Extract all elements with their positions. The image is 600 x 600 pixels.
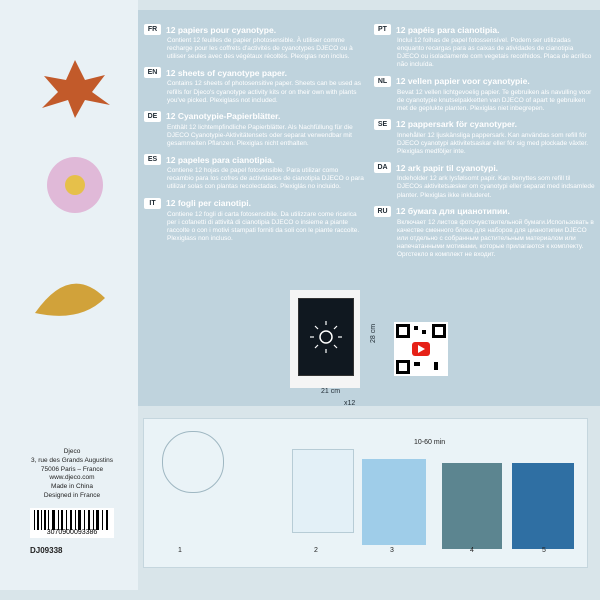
multilingual-panel <box>138 10 600 406</box>
language-title: 12 fogli per cianotipi. <box>166 198 252 208</box>
width-label: 21 cm <box>321 388 341 395</box>
language-header <box>374 76 596 87</box>
hand-icon <box>162 431 224 493</box>
language-badge: RU <box>374 206 391 217</box>
language-title: 12 pappersark för cyanotyper. <box>396 119 517 130</box>
language-block <box>144 24 366 61</box>
language-badge: SE <box>374 119 391 130</box>
sun-icon <box>299 299 353 375</box>
language-block <box>144 198 366 244</box>
language-header <box>374 24 596 35</box>
language-title: 12 papeles para cianotipia. <box>166 154 275 165</box>
language-block <box>374 76 596 113</box>
language-body: Indeholder 12 ark lysfølsomt papir. Kan benyttes som refill til DJECOs aktivitetsæsker om cyanotypi eller separat med indsamlede planter. Plexiglas ikke inkluderet. <box>397 175 595 199</box>
language-body: Contiene 12 fogli di carta fotosensibile. Da utilizzare come ricarica per i cofanetti di attività di cianotipia DJECO o insieme a piante raccolte o con i motivi stampati forniti da soli con le piante raccolte. Plexiglass non incluso. <box>167 210 360 242</box>
language-header <box>144 67 366 78</box>
language-badge: PT <box>374 24 391 35</box>
language-badge: IT <box>144 198 161 209</box>
step-2-label: 2 <box>314 547 318 554</box>
language-body: Contiene 12 hojas de papel fotosensible. Para utilizar como recambio para los cofres de actividades de cianotipia DJECO o para utilizar solas con plantas recolectadas. Plexiglás no incluido. <box>167 167 364 191</box>
language-badge: ES <box>144 154 161 165</box>
address-line: 75006 Paris – France <box>40 465 104 473</box>
address-line: Designed in France <box>43 491 101 499</box>
language-badge: DE <box>144 111 161 122</box>
language-title: 12 sheets of cyanotype paper. <box>166 67 287 78</box>
step-1-label: 1 <box>178 547 182 554</box>
left-language-column <box>144 24 366 249</box>
language-badge: DA <box>374 162 391 173</box>
step2-sheet <box>292 449 354 533</box>
language-block <box>374 119 596 156</box>
language-block <box>144 67 366 104</box>
language-body: Contient 12 feuilles de papier photosensible. À utiliser comme recharge pour les coffrets d'activités de cyanotypes DJECO ou à utiliser seules avec des végétaux récoltés. Plexiglas non inclus. <box>167 37 353 61</box>
address-line: Made in China <box>51 483 93 491</box>
product-reference: DJ09338 <box>30 546 63 555</box>
language-header <box>144 111 366 122</box>
language-block <box>374 206 596 260</box>
steps-diagram <box>143 418 588 568</box>
language-badge: NL <box>374 76 391 87</box>
address-line: 3, rue des Grands Augustins <box>30 456 114 464</box>
language-header <box>144 198 366 209</box>
language-body: Bevat 12 vellen lichtgevoelig papier. Te gebruiken als navulling voor de cyanotypie knutselpakketten van DJECO of apart te gebruiken met de geplukte planten. Plexiglas niet inbegrepen. <box>397 88 592 112</box>
language-header <box>144 24 366 35</box>
timer-label: 10-60 min <box>414 439 446 446</box>
language-title: 12 papiers pour cyanotype. <box>166 24 277 35</box>
language-header <box>374 119 596 130</box>
language-title: 12 ark papir til cyanotypi. <box>396 162 499 173</box>
barcode <box>30 508 114 538</box>
step5-sheet <box>512 463 574 549</box>
right-language-column <box>374 24 596 265</box>
language-title: 12 бумага для цианотипии. <box>396 206 510 217</box>
language-block <box>374 162 596 199</box>
language-badge: FR <box>144 24 161 35</box>
language-block <box>374 24 596 70</box>
barcode-number: 3070900093386 <box>46 529 98 536</box>
qr-code[interactable] <box>394 322 448 376</box>
step-3-label: 3 <box>390 547 394 554</box>
count-label: x12 <box>344 400 356 407</box>
paper-sheet-card <box>290 290 360 388</box>
cyanotype-sheet <box>298 298 354 376</box>
step-5-label: 5 <box>542 547 546 554</box>
language-badge: EN <box>144 67 161 78</box>
step3-sheet <box>362 459 426 545</box>
language-header <box>374 162 596 173</box>
language-title: 12 Cyanotypie-Papierblätter. <box>166 111 281 122</box>
language-header <box>144 154 366 165</box>
language-block <box>144 111 366 148</box>
language-body: Contains 12 sheets of photosensitive paper. Sheets can be used as refills for Djeco's cyanotype activity kits or on their own with plants you've picked. Plexiglass not included. <box>167 80 362 104</box>
language-title: 12 papéis para cianotipia. <box>396 24 500 35</box>
language-body: Inclui 12 folhas de papel fotossensível. Podem ser utilizadas enquanto recargas para as caixas de atividades de cianotipia DJECO ou isoladamente com vegetais recolhidos. Placa de acrílico não incluída. <box>397 37 592 69</box>
height-label: 28 cm <box>370 323 378 344</box>
language-block <box>144 154 366 191</box>
address-block <box>16 448 128 501</box>
language-body: Включает 12 листов фоточувствительной бумаги.Использовать в качестве сменного блока для наборов для цианотипии DJECO или отдельно с собранным растительным материалом или напечатанными мотивами, которые прилагаются к комплекту. Оргстекло в комплект не входит. <box>397 218 594 259</box>
maple-leaf-icon <box>30 50 120 120</box>
language-header <box>374 206 596 217</box>
address-line: Djeco <box>63 448 81 455</box>
flower-icon <box>40 150 110 220</box>
language-title: 12 vellen papier voor cyanotypie. <box>396 76 530 86</box>
step-4-label: 4 <box>470 547 474 554</box>
address-line: www.djeco.com <box>49 474 95 482</box>
language-body: Enthält 12 lichtempfindliche Papierblätter. Als Nachfüllung für die DJECO Cyanotypie-Aktivitätensets oder separat verwendbar mit gesammelten Pflanzen. Plexiglas nicht enthalten. <box>167 123 353 147</box>
language-body: Innehåller 12 ljuskänsliga pappersark. Kan användas som refill för DJECO cyanotypi aktivitetsaskar eller för sig med plockade växter. Plexiglas medföljer inte. <box>397 131 589 156</box>
step4-sheet <box>442 463 502 549</box>
ginkgo-leaf-icon <box>30 268 110 328</box>
